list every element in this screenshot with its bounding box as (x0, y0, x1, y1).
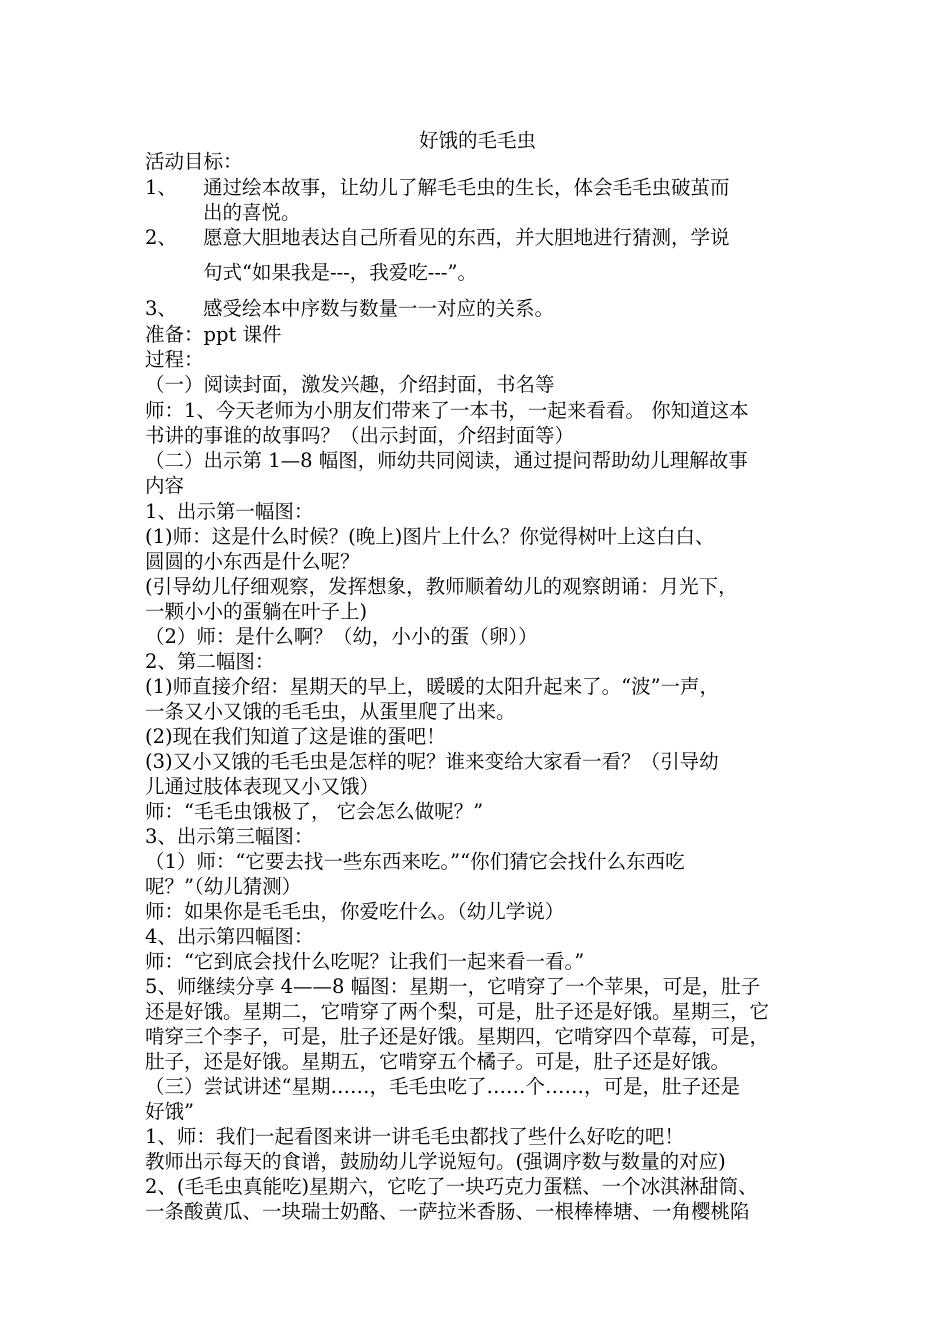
body-line: 儿通过肢体表现又小又饿） (145, 775, 380, 798)
goal-text-line: 感受绘本中序数与数量一一对应的关系。 (203, 297, 555, 320)
body-line: （二）出示第 1—8 幅图，师幼共同阅读，通过提问帮助幼儿理解故事 (145, 449, 748, 472)
body-line: 书讲的事谁的故事吗？（出示封面，介绍封面等） (145, 424, 575, 447)
body-line: 师：“它到底会找什么吃呢？让我们一起来看一看。” (145, 950, 585, 973)
goal-text-line: 愿意大胆地表达自己所看见的东西，并大胆地进行猜测，学说 (203, 226, 730, 249)
body-line: 1、师：我们一起看图来讲一讲毛毛虫都找了些什么好吃的吧！ (145, 1125, 684, 1148)
goal-number: 1、 (145, 176, 177, 199)
body-line: 4、出示第四幅图： (145, 925, 314, 948)
body-line: 呢？”（幼儿猜测） (145, 875, 302, 898)
body-line: (3)又小又饿的毛毛虫是怎样的呢？谁来变给大家看一看？（引导幼 (145, 750, 719, 773)
goals-heading: 活动目标： (145, 150, 243, 173)
body-line: 过程： (145, 348, 204, 371)
body-line: 1、出示第一幅图： (145, 500, 314, 523)
goal-number: 2、 (145, 226, 177, 249)
body-line: 还是好饿。星期二，它啃穿了两个梨，可是，肚子还是好饿。星期三，它 (145, 1000, 770, 1023)
body-line: （2）师：是什么啊？（幼，小小的蛋（卵）） (145, 625, 538, 648)
body-line: （三）尝试讲述“星期……，毛毛虫吃了……个……，可是，肚子还是 (145, 1075, 740, 1098)
body-line: （1）师：“它要去找一些东西来吃。”“你们猜它会找什么东西吃 (145, 850, 685, 873)
body-line: 圆圆的小东西是什么呢？ (145, 550, 360, 573)
goal-text-line: 通过绘本故事，让幼儿了解毛毛虫的生长，体会毛毛虫破茧而 (203, 176, 730, 199)
body-line: 3、出示第三幅图： (145, 825, 314, 848)
body-line: (1)师直接介绍：星期天的早上，暖暖的太阳升起来了。“波”一声， (145, 675, 720, 698)
body-line: 师：如果你是毛毛虫，你爱吃什么。（幼儿学说） (145, 900, 565, 923)
body-line: (2)现在我们知道了这是谁的蛋吧！ (145, 725, 446, 748)
body-line: 内容 (145, 474, 185, 497)
body-line: 师：1、今天老师为小朋友们带来了一本书，一起来看看。 你知道这本 (145, 399, 749, 422)
body-line: 5、师继续分享 4——8 幅图：星期一，它啃穿了一个苹果，可是，肚子 (145, 975, 761, 998)
body-line: 2、第二幅图： (145, 650, 275, 673)
body-line: （一）阅读封面，激发兴趣，介绍封面，书名等 (145, 373, 555, 396)
body-line: 2、(毛毛虫真能吃)星期六，它吃了一块巧克力蛋糕、一个冰淇淋甜筒、 (145, 1175, 758, 1198)
body-line: 肚子，还是好饿。星期五，它啃穿五个橘子。可是，肚子还是好饿。 (145, 1050, 731, 1073)
document-title: 好饿的毛毛虫 (418, 129, 536, 152)
body-line: 师：“毛毛虫饿极了， 它会怎么做呢？” (145, 800, 484, 823)
body-line: 啃穿三个李子，可是，肚子还是好饿。星期四，它啃穿四个草莓，可是， (145, 1025, 770, 1048)
body-line: 好饿” (145, 1100, 194, 1123)
body-line: (1)师：这是什么时候？(晚上)图片上什么？你觉得树叶上这白白、 (145, 525, 715, 548)
goal-text-line: 出的喜悦。 (203, 201, 301, 224)
body-line: 一颗小小的蛋躺在叶子上) (145, 600, 368, 623)
body-line: 教师出示每天的食谱，鼓励幼儿学说短句。(强调序数与数量的对应) (145, 1150, 726, 1173)
goal-number: 3、 (145, 297, 177, 320)
body-line: (引导幼儿仔细观察，发挥想象，教师顺着幼儿的观察朗诵：月光下， (145, 575, 738, 598)
body-line: 一条酸黄瓜、一块瑞士奶酪、一萨拉米香肠、一根棒棒塘、一角樱桃陷 (145, 1200, 750, 1223)
body-line: 准备：ppt 课件 (145, 323, 282, 346)
body-line: 一条又小又饿的毛毛虫，从蛋里爬了出来。 (145, 700, 516, 723)
goal-text-line: 句式“如果我是---，我爱吃---”。 (203, 261, 477, 284)
